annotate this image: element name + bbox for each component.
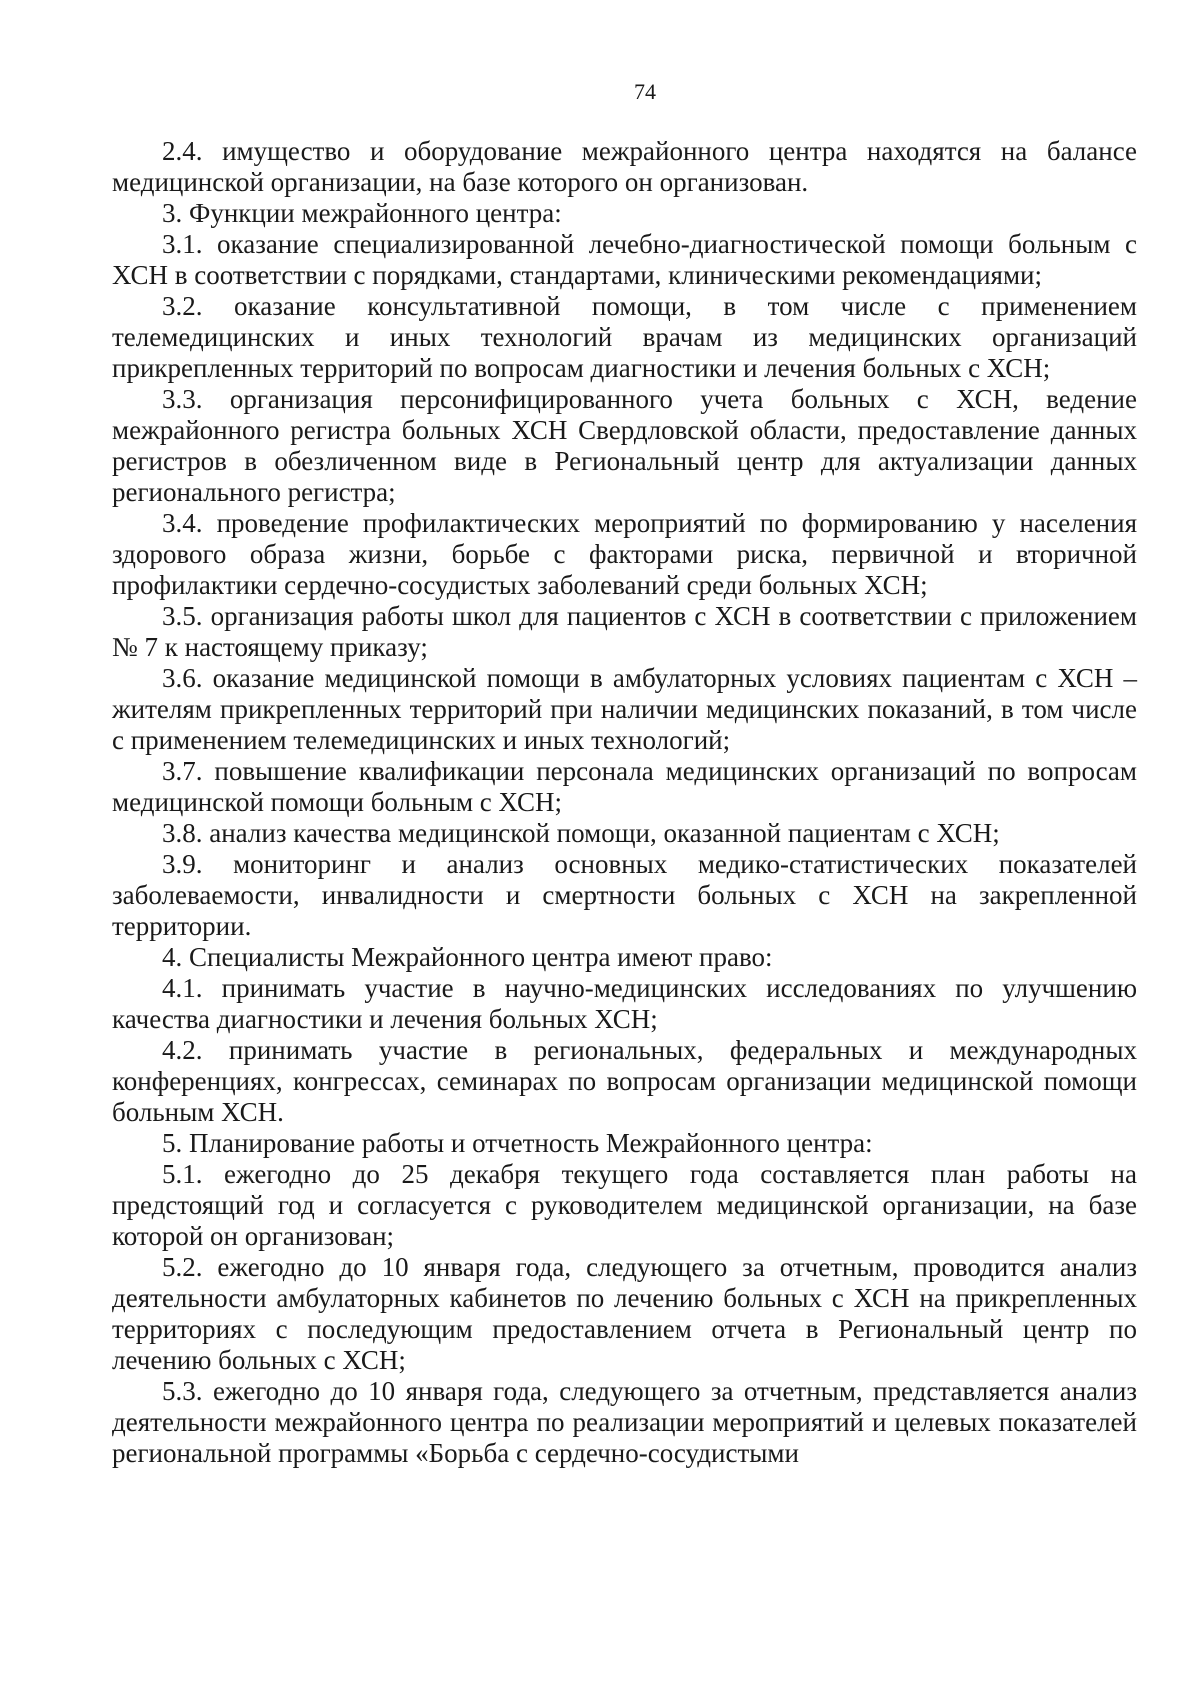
paragraph-3-9: 3.9. мониторинг и анализ основных медико-статистических показателей заболеваемости, инвалидности и смертности больных с ХСН на закрепленной территории. <box>112 849 1137 941</box>
section-heading-4: 4. Специалисты Межрайонного центра имеют право: <box>162 942 773 972</box>
paragraph-3-2: 3.2. оказание консультативной помощи, в том числе с применением телемедицинских и иных технологий врачам из медицинских организаций прикрепленных территорий по вопросам диагностики и лечения больных с ХСН; <box>112 291 1137 383</box>
paragraph-5-1: 5.1. ежегодно до 25 декабря текущего года составляется план работы на предстоящий год и согласуется с руководителем медицинской организации, на базе которой он организован; <box>112 1159 1137 1251</box>
paragraph-3-7: 3.7. повышение квалификации персонала медицинских организаций по вопросам медицинской помощи больным с ХСН; <box>112 756 1137 817</box>
paragraph-3-4: 3.4. проведение профилактических мероприятий по формированию у населения здорового образа жизни, борьбе с факторами риска, первичной и вторичной профилактики сердечно-сосудистых заболеваний среди больных ХСН; <box>112 508 1137 600</box>
paragraph-3-8: 3.8. анализ качества медицинской помощи, оказанной пациентам с ХСН; <box>162 818 1000 848</box>
paragraph-4-2: 4.2. принимать участие в региональных, федеральных и международных конференциях, конгрессах, семинарах по вопросам организации медицинской помощи больным ХСН. <box>112 1035 1137 1127</box>
paragraph-5-2: 5.2. ежегодно до 10 января года, следующего за отчетным, проводится анализ деятельности амбулаторных кабинетов по лечению больных с ХСН на прикрепленных территориях с последующим предоставлением отчета в Региональный центр по лечению больных с ХСН; <box>112 1252 1137 1375</box>
paragraph-4-1: 4.1. принимать участие в научно-медицинских исследованиях по улучшению качества диагностики и лечения больных ХСН; <box>112 973 1137 1034</box>
paragraph-2-4: 2.4. имущество и оборудование межрайонного центра находятся на балансе медицинской организации, на базе которого он организован. <box>112 136 1137 197</box>
document-body <box>112 136 1137 1469</box>
page-number: 74 <box>634 79 656 104</box>
section-heading-3: 3. Функции межрайонного центра: <box>162 198 562 228</box>
paragraph-3-5: 3.5. организация работы школ для пациентов с ХСН в соответствии с приложением № 7 к настоящему приказу; <box>112 601 1137 662</box>
paragraph-3-1: 3.1. оказание специализированной лечебно-диагностической помощи больным с ХСН в соответствии с порядками, стандартами, клиническими рекомендациями; <box>112 229 1137 290</box>
section-heading-5: 5. Планирование работы и отчетность Межрайонного центра: <box>162 1128 873 1158</box>
paragraph-5-3: 5.3. ежегодно до 10 января года, следующего за отчетным, представляется анализ деятельности межрайонного центра по реализации мероприятий и целевых показателей региональной программы «Борьба с сердечно-сосудистыми <box>112 1376 1137 1468</box>
paragraph-3-6: 3.6. оказание медицинской помощи в амбулаторных условиях пациентам с ХСН – жителям прикрепленных территорий при наличии медицинских показаний, в том числе с применением телемедицинских и иных технологий; <box>112 663 1137 755</box>
paragraph-3-3: 3.3. организация персонифицированного учета больных с ХСН, ведение межрайонного регистра больных ХСН Свердловской области, предоставление данных регистров в обезличенном виде в Региональный центр для актуализации данных регионального регистра; <box>112 384 1137 507</box>
